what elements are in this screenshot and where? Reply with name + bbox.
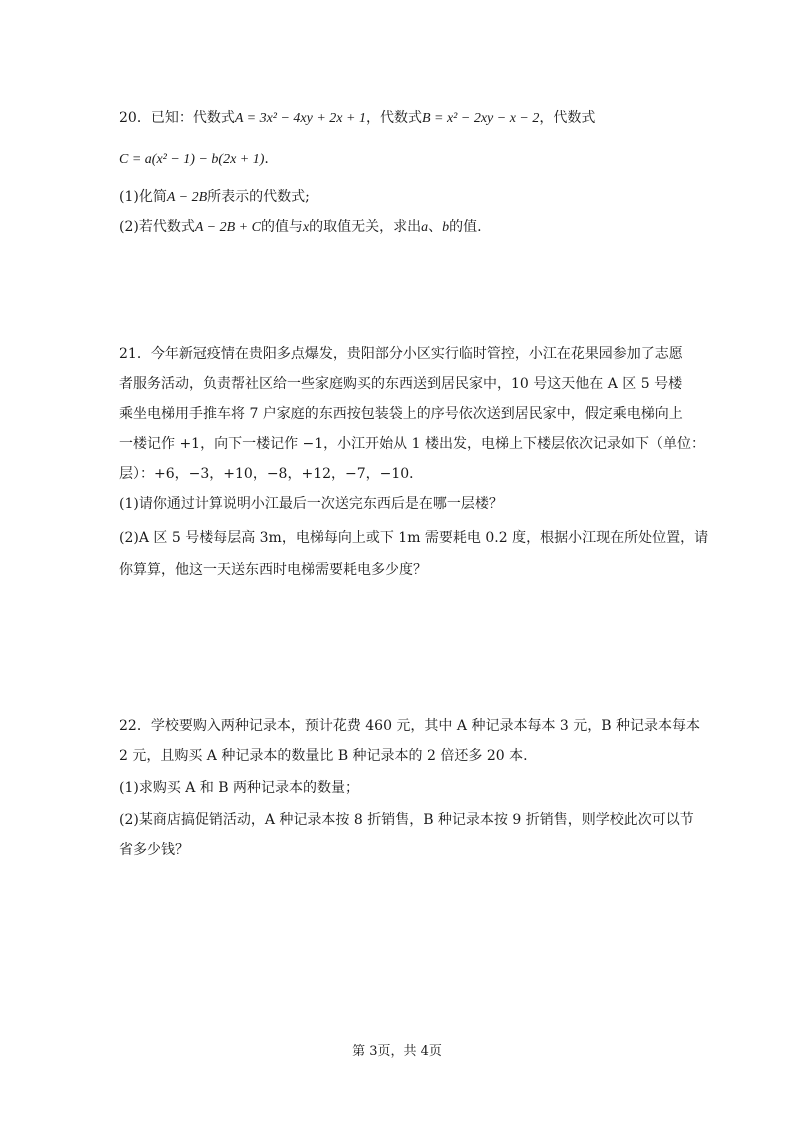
var-x: x [302,220,310,235]
q22-part-1: (1)求购买 A 和 B 两种记录本的数量； [119,780,360,796]
q20-text: (1)化简 [119,189,167,205]
q22-part-2: (2)某商店搞促销活动，A 种记录本按 8 折销售，B 种记录本按 9 折销售，则学校此次可以节 [119,812,694,828]
q21-part-2: (2)A 区 5 号楼每层高 3m，电梯每向上或下 1m 需要耗电 0.2 度，根据小江现在所处位置，请 [119,530,709,546]
q20-text: 的取值无关，求出 [309,219,422,235]
q20-line-2 [119,149,269,170]
q21-line-5: 层）：+6，−3，+10，−8，+12，−7，−10． [119,466,424,482]
q20-text: ，代数式 [539,110,596,126]
q20-text: 所表示的代数式; [207,189,310,205]
page-footer: 第 3页，共 4页 [352,1044,442,1059]
q22-line-2: 2 元，且购买 A 种记录本的数量比 B 种记录本的 2 倍还多 20 本. [119,748,528,764]
q20-text: 的值. [449,219,482,235]
q21-line-4: 一楼记作 +1，向下一楼记作 −1，小江开始从 1 楼出发，电梯上下楼层依次记录如下（单位： [119,436,705,452]
q20-part-2 [119,217,482,238]
q20-text: 、 [428,219,443,235]
q21-line-2: 者服务活动，负责帮社区给一些家庭购买的东西送到居民家中，10 号这天他在 A 区 5 号楼 [119,376,683,392]
q22-part-2-cont: 省多少钱？ [119,842,189,858]
var-a: a [421,220,429,235]
q22-line-1: 22．学校要购入两种记录本，预计花费 460 元，其中 A 种记录本每本 3 元，B 种记录本每本 [119,718,700,734]
expr-a: A = 3x² − 4xy + 2x + 1 [234,111,366,126]
q21-part-1: (1)请你通过计算说明小江最后一次送完东西后是在哪一层楼？ [119,496,503,512]
expr-c: C = a(x² − 1) − b(2x + 1) [119,152,265,167]
expr-b: B = x² − 2xy − x − 2 [421,111,540,126]
q20-text: 的值与 [260,219,303,235]
q20-part-1 [119,187,310,208]
expr-a-minus-2b: A − 2B [166,190,208,205]
q20-line-1 [119,108,595,129]
q20-text: (2)若代数式 [119,219,195,235]
var-b: b [442,220,450,235]
q21-line-3: 乘坐电梯用手推车将 7 户家庭的东西按包装袋上的序号依次送到居民家中，假定乘电梯向上 [119,406,683,422]
q20-text: ，代数式 [365,110,422,126]
expr-sum: A − 2B + C [194,220,261,235]
q21-part-2-cont: 你算算，他这一天送东西时电梯需要耗电多少度？ [119,562,427,578]
q20-text: . [264,151,269,167]
q20-intro: 20．已知：代数式 [119,110,235,126]
q21-line-1: 21．今年新冠疫情在贵阳多点爆发，贵阳部分小区实行临时管控，小江在花果园参加了志愿 [119,346,683,362]
